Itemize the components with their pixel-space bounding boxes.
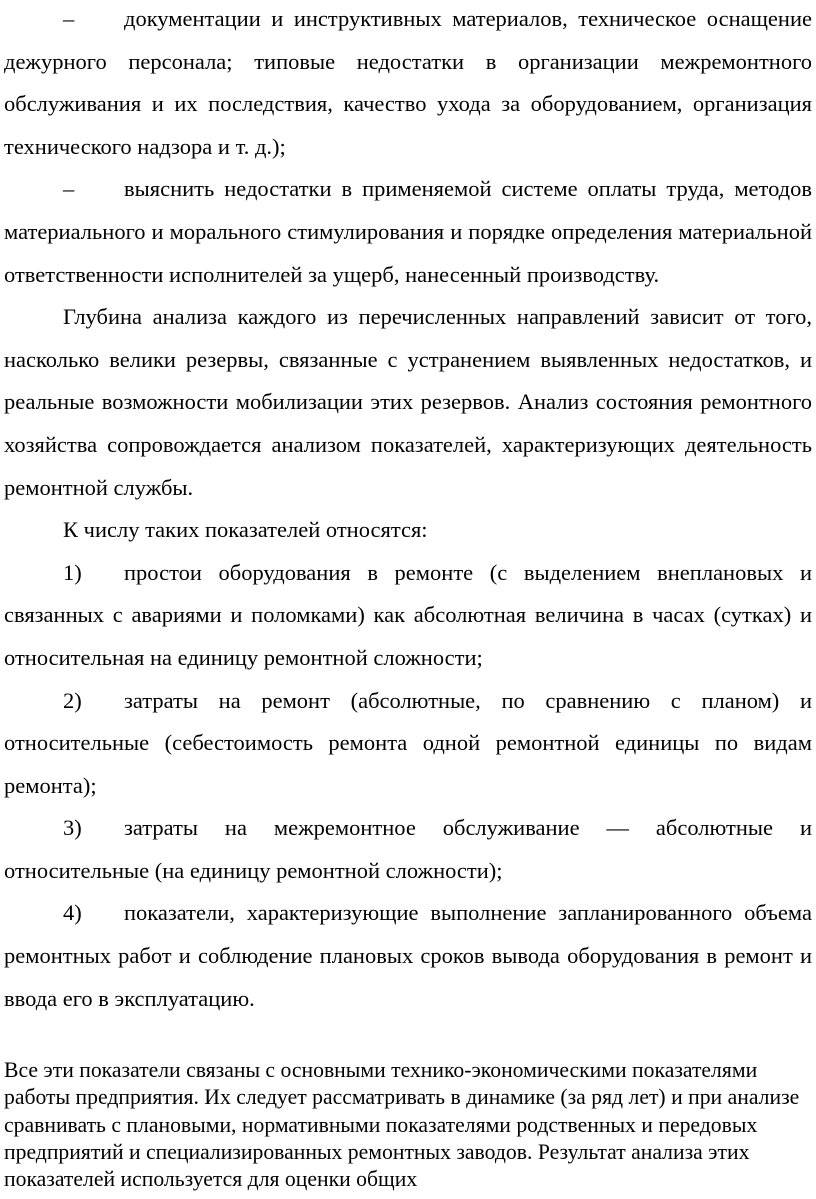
number-marker: 4) bbox=[63, 900, 82, 926]
paragraph-summary: Все эти показатели связаны с основными технико-экономическими показателями работы предприятия. Их следует рассматривать в динамике (за ряд лет) и при анализе сравнивать с плановыми, нормативными показателями родственных и передовых предприятий и специализированных ремонтных заводов. Результат анализа этих показателей используется для оценки общих bbox=[4, 1058, 800, 1192]
number-marker: 3) bbox=[63, 815, 82, 841]
list-item-dash-2 bbox=[4, 168, 812, 296]
paragraph-text: затраты на межремонтное обслуживание — абсолютные и относительные (на единицу ремонтной сложности); bbox=[4, 815, 812, 883]
list-item-numbered-4 bbox=[4, 892, 812, 1020]
dash-marker: – bbox=[63, 176, 75, 202]
list-item-numbered-2 bbox=[4, 680, 812, 808]
list-item-dash-1 bbox=[4, 0, 812, 168]
paragraph-text: затраты на ремонт (абсолютные, по сравнению с планом) и относительные (себестоимость ремонта одной ремонтной единицы по видам ремонта); bbox=[4, 687, 812, 798]
paragraph-indicators-intro: К числу таких показателей относятся: bbox=[63, 517, 428, 543]
paragraph-text: простои оборудования в ремонте (с выделением внеплановых и связанных с авариями и поломками) как абсолютная величина в часах (сутках) и относительная на единицу ремонтной сложности; bbox=[4, 559, 812, 670]
paragraph-text: документации и инструктивных материалов, техническое оснащение дежурного персонала; типовые недостатки в организации межремонтного обслуживания и их последствия, качество ухода за оборудованием, организация технического надзора и т. д.); bbox=[4, 6, 812, 159]
list-item-numbered-1 bbox=[4, 552, 812, 680]
number-marker: 1) bbox=[63, 559, 82, 585]
dash-marker: – bbox=[63, 6, 75, 31]
paragraph-analysis-depth: Глубина анализа каждого из перечисленных направлений зависит от того, насколько велики резервы, связанные с устранением выявленных недостатков, и реальные возможности мобилизации этих резервов. Анализ состояния ремонтного хозяйства сопровождается анализом показателей, характеризующих деятельность ремонтной службы. bbox=[4, 304, 812, 500]
number-marker: 2) bbox=[63, 687, 82, 713]
list-item-numbered-3 bbox=[4, 807, 812, 892]
document-body bbox=[4, 0, 812, 1020]
paragraph-text: выяснить недостатки в применяемой системе оплаты труда, методов материального и морального стимулирования и порядке определения материальной ответственности исполнителей за ущерб, нанесенный производству. bbox=[4, 176, 812, 287]
paragraph-text: показатели, характеризующие выполнение запланированного объема ремонтных работ и соблюдение плановых сроков вывода оборудования в ремонт и ввода его в эксплуатацию. bbox=[4, 900, 812, 1011]
